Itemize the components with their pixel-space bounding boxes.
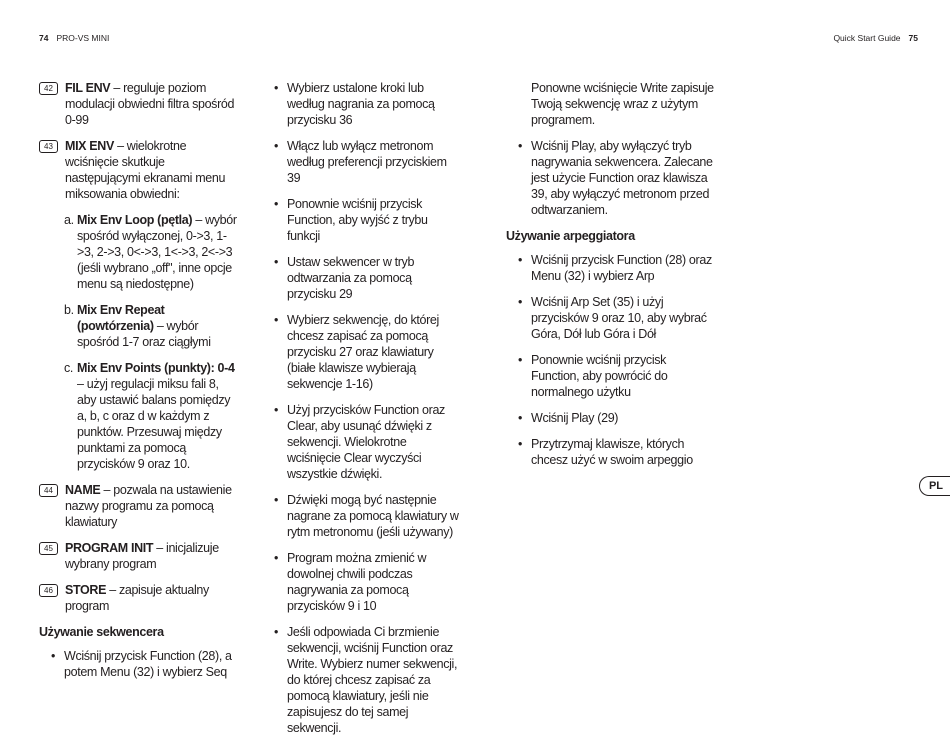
sub-letter: c. (64, 361, 74, 375)
sub-term: Mix Env Repeat (powtórzenia) (77, 303, 165, 333)
item-term: NAME (65, 483, 101, 497)
right-page-header (833, 33, 918, 43)
sub-term: Mix Env Points (punkty): 0-4 (77, 361, 235, 375)
sub-item-a (39, 212, 239, 292)
left-page-number: 74 (39, 33, 49, 43)
bullet-item: • Wciśnij przycisk Function (28), a potem Menu (32) i wybierz Seq (39, 648, 239, 680)
number-badge: 45 (39, 542, 58, 555)
numbered-item-42 (39, 80, 239, 128)
left-header-title: PRO-VS MINI (56, 33, 110, 43)
right-header-title: Quick Start Guide (833, 33, 901, 43)
numbered-item-43 (39, 138, 239, 202)
numbered-item-45 (39, 540, 239, 572)
numbered-item-44 (39, 482, 239, 530)
section-heading-sequencer: Używanie sekwencera (39, 625, 164, 639)
sub-term: Mix Env Loop (pętla) (77, 213, 193, 227)
language-tab: PL (919, 476, 950, 496)
bullet-item: • Wciśnij przycisk Function (28) oraz Menu (32) i wybierz Arp (506, 252, 716, 284)
number-badge: 46 (39, 584, 58, 597)
bullet-item: • Włącz lub wyłącz metronom według preferencji przyciskiem 39 (262, 138, 462, 186)
bullet-item: • Jeśli odpowiada Ci brzmienie sekwencji, wciśnij Function oraz Write. Wybierz numer sekwencji, do której chcesz zapisać za pomocą klawiatury, jeśli nie zapisujesz do tej samej sekwencji. (262, 624, 462, 736)
number-badge: 42 (39, 82, 58, 95)
sub-letter: b. (64, 303, 74, 317)
item-text: – reguluje poziom modulacji obwiedni filtra spośród 0-99 (65, 81, 235, 127)
sub-letter: a. (64, 213, 74, 227)
bullet-item: • Ponownie wciśnij przycisk Function, aby powrócić do normalnego użytku (506, 352, 716, 400)
bullet-item: • Wybierz ustalone kroki lub według nagrania za pomocą przycisku 36 (262, 80, 462, 128)
sub-text: – użyj regulacji miksu fali 8, aby ustawić balans pomiędzy a, b, c oraz d w każdym z punktów. Przesuwaj między punktami za pomocą przycisków 9 oraz 10. (77, 377, 231, 471)
item-text: – inicjalizuje wybrany program (65, 541, 219, 571)
continued-paragraph: Ponowne wciśnięcie Write zapisuje Twoją sekwencję wraz z użytym programem. (531, 81, 714, 127)
sub-text: – wybór spośród wyłączonej, 0->3, 1->3, 2->3, 0<->3, 1<->3, 2<->3 (jeśli wybrano „off", inne opcje menu są niedostępne) (77, 213, 237, 291)
item-text: – wielokrotne wciśnięcie skutkuje następującymi ekranami menu miksowania obwiedni: (65, 139, 226, 201)
bullet-item: • Wciśnij Play (29) (506, 410, 716, 426)
numbered-item-46 (39, 582, 239, 614)
item-text: – pozwala na ustawienie nazwy programu za pomocą klawiatury (65, 483, 232, 529)
item-term: FIL ENV (65, 81, 111, 95)
right-page-number: 75 (908, 33, 918, 43)
number-badge: 44 (39, 484, 58, 497)
item-term: MIX ENV (65, 139, 114, 153)
bullet-item: • Wciśnij Play, aby wyłączyć tryb nagrywania sekwencera. Zalecane jest użycie Function oraz klawisza 39, aby wyłączyć metronom przed odtwarzaniem. (506, 138, 716, 218)
item-text: – zapisuje aktualny program (65, 583, 209, 613)
column-2 (262, 80, 462, 746)
bullet-item: • Ustaw sekwencer w tryb odtwarzania za pomocą przycisku 29 (262, 254, 462, 302)
bullet-item: • Wybierz sekwencję, do której chcesz zapisać za pomocą przycisku 27 oraz klawiatury (białe klawisze wybierają sekwencje 1-16) (262, 312, 462, 392)
bullet-item: • Program można zmienić w dowolnej chwili podczas nagrywania za pomocą przycisków 9 i 10 (262, 550, 462, 614)
column-3 (506, 80, 716, 478)
item-term: STORE (65, 583, 107, 597)
bullet-item: • Przytrzymaj klawisze, których chcesz użyć w swoim arpeggio (506, 436, 716, 468)
sub-item-c (39, 360, 239, 472)
sub-text: – wybór spośród 1-7 oraz ciągłymi (77, 319, 211, 349)
left-page-header (39, 33, 109, 43)
section-heading-arpeggiator: Używanie arpeggiatora (506, 229, 635, 243)
column-1 (39, 80, 239, 690)
bullet-item: • Dźwięki mogą być następnie nagrane za pomocą klawiatury w rytm metronomu (jeśli używany) (262, 492, 462, 540)
number-badge: 43 (39, 140, 58, 153)
sub-item-b (39, 302, 239, 350)
bullet-item: • Użyj przycisków Function oraz Clear, aby usunąć dźwięki z sekwencji. Wielokrotne wciśnięcie Clear wyczyści wszystkie dźwięki. (262, 402, 462, 482)
item-term: PROGRAM INIT (65, 541, 154, 555)
bullet-item: • Ponownie wciśnij przycisk Function, aby wyjść z trybu funkcji (262, 196, 462, 244)
bullet-item: • Wciśnij Arp Set (35) i użyj przycisków 9 oraz 10, aby wybrać Góra, Dół lub Góra i Dół (506, 294, 716, 342)
